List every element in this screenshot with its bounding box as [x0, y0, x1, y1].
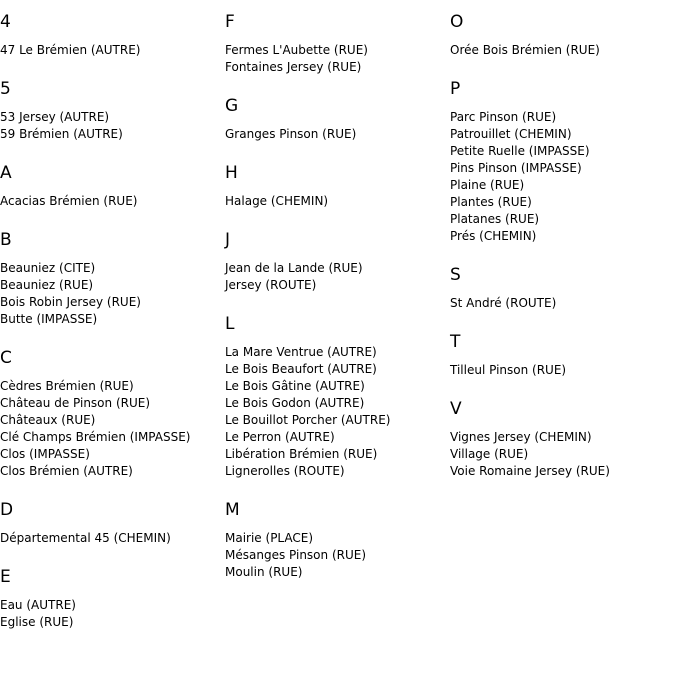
- letter-group: [450, 12, 675, 59]
- letter-group: [225, 230, 450, 294]
- street-list: [450, 295, 675, 312]
- street-item: Le Bois Beaufort (AUTRE): [225, 362, 377, 376]
- letter-heading: D: [0, 500, 14, 520]
- street-list: [0, 42, 225, 59]
- street-item: Halage (CHEMIN): [225, 194, 329, 208]
- street-list: [0, 378, 225, 480]
- street-item: Lignerolles (ROUTE): [225, 464, 345, 478]
- street-list: [0, 260, 225, 328]
- street-list: [0, 109, 225, 143]
- street-item: Plaine (RUE): [450, 178, 525, 192]
- street-item: Patrouillet (CHEMIN): [450, 127, 572, 141]
- street-item: Château de Pinson (RUE): [0, 396, 151, 410]
- street-list: [225, 193, 450, 210]
- street-list: [0, 597, 225, 631]
- letter-heading: H: [225, 163, 238, 183]
- street-item: Beauniez (RUE): [0, 278, 94, 292]
- letter-group: [225, 500, 450, 581]
- letter-heading: V: [450, 399, 462, 419]
- street-item: Moulin (RUE): [225, 565, 303, 579]
- letter-heading: F: [225, 12, 235, 32]
- letter-heading: S: [450, 265, 461, 285]
- letter-group: [450, 79, 675, 245]
- street-item: Parc Pinson (RUE): [450, 110, 557, 124]
- street-item: Plantes (RUE): [450, 195, 532, 209]
- street-list: [225, 126, 450, 143]
- street-item: Mairie (PLACE): [225, 531, 314, 545]
- letter-group: [450, 265, 675, 312]
- letter-group: [225, 96, 450, 143]
- letter-heading: 5: [0, 79, 11, 99]
- street-item: Le Bois Gâtine (AUTRE): [225, 379, 365, 393]
- street-item: 53 Jersey (AUTRE): [0, 110, 110, 124]
- index-column: [450, 0, 675, 480]
- letter-heading: A: [0, 163, 12, 183]
- street-item: Mésanges Pinson (RUE): [225, 548, 367, 562]
- letter-heading: G: [225, 96, 239, 116]
- street-item: Prés (CHEMIN): [450, 229, 537, 243]
- street-item: 59 Brémien (AUTRE): [0, 127, 123, 141]
- letter-group: [0, 163, 225, 210]
- street-list: [0, 193, 225, 210]
- street-list: [450, 109, 675, 245]
- street-item: Fermes L'Aubette (RUE): [225, 43, 368, 57]
- letter-group: [450, 399, 675, 480]
- street-list: [450, 429, 675, 480]
- letter-heading: 4: [0, 12, 11, 32]
- street-item: Châteaux (RUE): [0, 413, 96, 427]
- letter-heading: O: [450, 12, 464, 32]
- street-item: Clos Brémien (AUTRE): [0, 464, 133, 478]
- letter-heading: M: [225, 500, 240, 520]
- letter-heading: P: [450, 79, 461, 99]
- letter-group: [225, 314, 450, 480]
- letter-group: [0, 79, 225, 143]
- street-item: Le Perron (AUTRE): [225, 430, 335, 444]
- letter-group: [0, 567, 225, 631]
- street-item: Eglise (RUE): [0, 615, 74, 629]
- street-item: Granges Pinson (RUE): [225, 127, 357, 141]
- letter-heading: E: [0, 567, 11, 587]
- index-column: [0, 0, 225, 631]
- letter-group: [0, 230, 225, 328]
- street-item: Pins Pinson (IMPASSE): [450, 161, 582, 175]
- street-item: Eau (AUTRE): [0, 598, 76, 612]
- street-list: [450, 362, 675, 379]
- street-item: Vignes Jersey (CHEMIN): [450, 430, 592, 444]
- street-item: Butte (IMPASSE): [0, 312, 98, 326]
- street-item: Orée Bois Brémien (RUE): [450, 43, 600, 57]
- letter-group: [0, 500, 225, 547]
- letter-group: [225, 12, 450, 76]
- letter-heading: L: [225, 314, 235, 334]
- street-item: Le Bois Godon (AUTRE): [225, 396, 365, 410]
- street-list: [225, 530, 450, 581]
- street-item: Tilleul Pinson (RUE): [450, 363, 567, 377]
- street-item: Libération Brémien (RUE): [225, 447, 378, 461]
- letter-heading: T: [450, 332, 461, 352]
- street-list: [225, 344, 450, 480]
- letter-group: [0, 12, 225, 59]
- street-item: 47 Le Brémien (AUTRE): [0, 43, 141, 57]
- street-item: Départemental 45 (CHEMIN): [0, 531, 171, 545]
- street-item: La Mare Ventrue (AUTRE): [225, 345, 377, 359]
- street-item: Clos (IMPASSE): [0, 447, 90, 461]
- street-item: St André (ROUTE): [450, 296, 557, 310]
- street-list: [450, 42, 675, 59]
- street-item: Jean de la Lande (RUE): [225, 261, 363, 275]
- street-list: [225, 260, 450, 294]
- street-item: Jersey (ROUTE): [225, 278, 317, 292]
- street-item: Le Bouillot Porcher (AUTRE): [225, 413, 391, 427]
- letter-group: [0, 348, 225, 480]
- letter-group: [450, 332, 675, 379]
- letter-heading: B: [0, 230, 12, 250]
- letter-heading: J: [225, 230, 231, 250]
- letter-heading: C: [0, 348, 12, 368]
- street-item: Acacias Brémien (RUE): [0, 194, 138, 208]
- street-item: Clé Champs Brémien (IMPASSE): [0, 430, 191, 444]
- street-item: Beauniez (CITE): [0, 261, 96, 275]
- street-item: Platanes (RUE): [450, 212, 540, 226]
- street-item: Petite Ruelle (IMPASSE): [450, 144, 590, 158]
- street-list: [0, 530, 225, 547]
- index-column: [225, 0, 450, 581]
- street-item: Cèdres Brémien (RUE): [0, 379, 134, 393]
- street-list: [225, 42, 450, 76]
- street-item: Voie Romaine Jersey (RUE): [450, 464, 610, 478]
- street-item: Bois Robin Jersey (RUE): [0, 295, 141, 309]
- street-item: Fontaines Jersey (RUE): [225, 60, 362, 74]
- letter-group: [225, 163, 450, 210]
- street-item: Village (RUE): [450, 447, 529, 461]
